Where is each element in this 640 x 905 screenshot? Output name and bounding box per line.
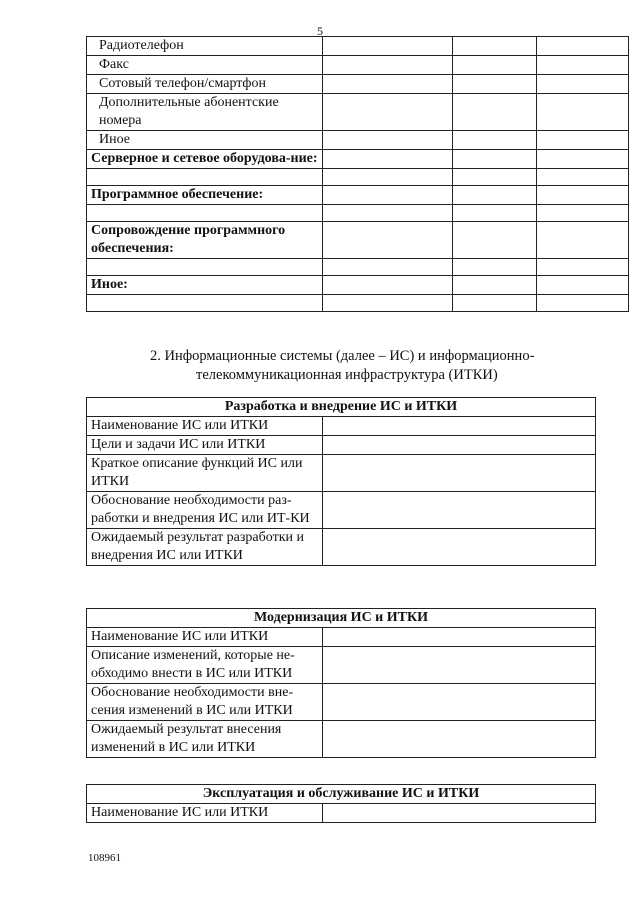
row-label: Иное:	[87, 276, 323, 295]
table-row	[87, 647, 596, 684]
value-cell	[323, 436, 596, 455]
value-cell	[537, 259, 629, 276]
row-label: Краткое описание функций ИС или ИТКИ	[87, 455, 323, 492]
row-label: Обоснование необходимости вне-сения изменений в ИС или ИТКИ	[87, 684, 323, 721]
table-row	[87, 150, 629, 169]
row-label: Радиотелефон	[87, 37, 323, 56]
value-cell	[323, 721, 596, 758]
value-cell	[453, 94, 537, 131]
table-row	[87, 417, 596, 436]
row-label: Факс	[87, 56, 323, 75]
value-cell	[537, 150, 629, 169]
value-cell	[453, 56, 537, 75]
row-label: Наименование ИС или ИТКИ	[87, 804, 323, 823]
value-cell	[453, 169, 537, 186]
row-label	[87, 259, 323, 276]
value-cell	[323, 647, 596, 684]
value-cell	[537, 295, 629, 312]
table-row	[87, 529, 596, 566]
row-label: Ожидаемый результат разработки и внедрения ИС или ИТКИ	[87, 529, 323, 566]
value-cell	[323, 222, 453, 259]
value-cell	[323, 56, 453, 75]
row-label: Программное обеспечение:	[87, 186, 323, 205]
row-label: Дополнительные абонентские номера	[87, 94, 323, 131]
table-row	[87, 628, 596, 647]
maintenance-table-title: Эксплуатация и обслуживание ИС и ИТКИ	[87, 785, 596, 804]
modernization-table-title: Модернизация ИС и ИТКИ	[87, 609, 596, 628]
table-row	[87, 804, 596, 823]
row-label: Обоснование необходимости раз-работки и внедрения ИС или ИТ-КИ	[87, 492, 323, 529]
value-cell	[323, 417, 596, 436]
value-cell	[537, 205, 629, 222]
table-row	[87, 721, 596, 758]
value-cell	[323, 804, 596, 823]
value-cell	[323, 684, 596, 721]
value-cell	[323, 150, 453, 169]
maintenance-table	[86, 784, 596, 823]
value-cell	[537, 131, 629, 150]
table-row	[87, 186, 629, 205]
value-cell	[453, 75, 537, 94]
value-cell	[537, 186, 629, 205]
table-row	[87, 492, 596, 529]
value-cell	[537, 75, 629, 94]
resources-table	[86, 36, 629, 312]
row-label: Иное	[87, 131, 323, 150]
value-cell	[453, 259, 537, 276]
table-row	[87, 455, 596, 492]
row-label	[87, 295, 323, 312]
value-cell	[537, 276, 629, 295]
value-cell	[537, 222, 629, 259]
table-row	[87, 276, 629, 295]
value-cell	[323, 455, 596, 492]
value-cell	[323, 205, 453, 222]
value-cell	[323, 276, 453, 295]
value-cell	[453, 186, 537, 205]
document-code: 108961	[88, 852, 121, 864]
development-table-title: Разработка и внедрение ИС и ИТКИ	[87, 398, 596, 417]
value-cell	[323, 75, 453, 94]
row-label: Цели и задачи ИС или ИТКИ	[87, 436, 323, 455]
value-cell	[537, 37, 629, 56]
development-table	[86, 397, 596, 566]
value-cell	[453, 150, 537, 169]
value-cell	[537, 56, 629, 75]
table-row	[87, 222, 629, 259]
row-label: Сотовый телефон/смартфон	[87, 75, 323, 94]
table-row	[87, 295, 629, 312]
row-label: Серверное и сетевое оборудова-ние:	[87, 150, 323, 169]
table-row	[87, 436, 596, 455]
value-cell	[453, 222, 537, 259]
row-label: Описание изменений, которые не-обходимо внести в ИС или ИТКИ	[87, 647, 323, 684]
table-row	[87, 205, 629, 222]
modernization-table	[86, 608, 596, 758]
table-row	[87, 56, 629, 75]
table-row	[87, 169, 629, 186]
table-row	[87, 131, 629, 150]
row-label	[87, 169, 323, 186]
page-number: 5	[317, 24, 323, 38]
value-cell	[323, 492, 596, 529]
value-cell	[323, 259, 453, 276]
row-label	[87, 205, 323, 222]
value-cell	[323, 169, 453, 186]
value-cell	[323, 131, 453, 150]
value-cell	[453, 131, 537, 150]
value-cell	[323, 295, 453, 312]
section-number: 2.	[150, 348, 161, 364]
value-cell	[453, 205, 537, 222]
value-cell	[537, 169, 629, 186]
value-cell	[453, 276, 537, 295]
row-label: Наименование ИС или ИТКИ	[87, 628, 323, 647]
row-label: Наименование ИС или ИТКИ	[87, 417, 323, 436]
table-row	[87, 94, 629, 131]
table-row	[87, 37, 629, 56]
row-label: Ожидаемый результат внесения изменений в ИС или ИТКИ	[87, 721, 323, 758]
value-cell	[323, 529, 596, 566]
value-cell	[323, 186, 453, 205]
table-row	[87, 684, 596, 721]
section-title-line2: телекоммуникационная инфраструктура (ИТКИ)	[196, 367, 498, 383]
value-cell	[323, 94, 453, 131]
section-title-line1: Информационные системы (далее – ИС) и информационно-	[164, 348, 535, 364]
section-heading	[150, 347, 580, 385]
value-cell	[323, 37, 453, 56]
value-cell	[453, 37, 537, 56]
table-row	[87, 259, 629, 276]
value-cell	[537, 94, 629, 131]
row-label: Сопровождение программного обеспечения:	[87, 222, 323, 259]
table-row	[87, 75, 629, 94]
value-cell	[323, 628, 596, 647]
value-cell	[453, 295, 537, 312]
